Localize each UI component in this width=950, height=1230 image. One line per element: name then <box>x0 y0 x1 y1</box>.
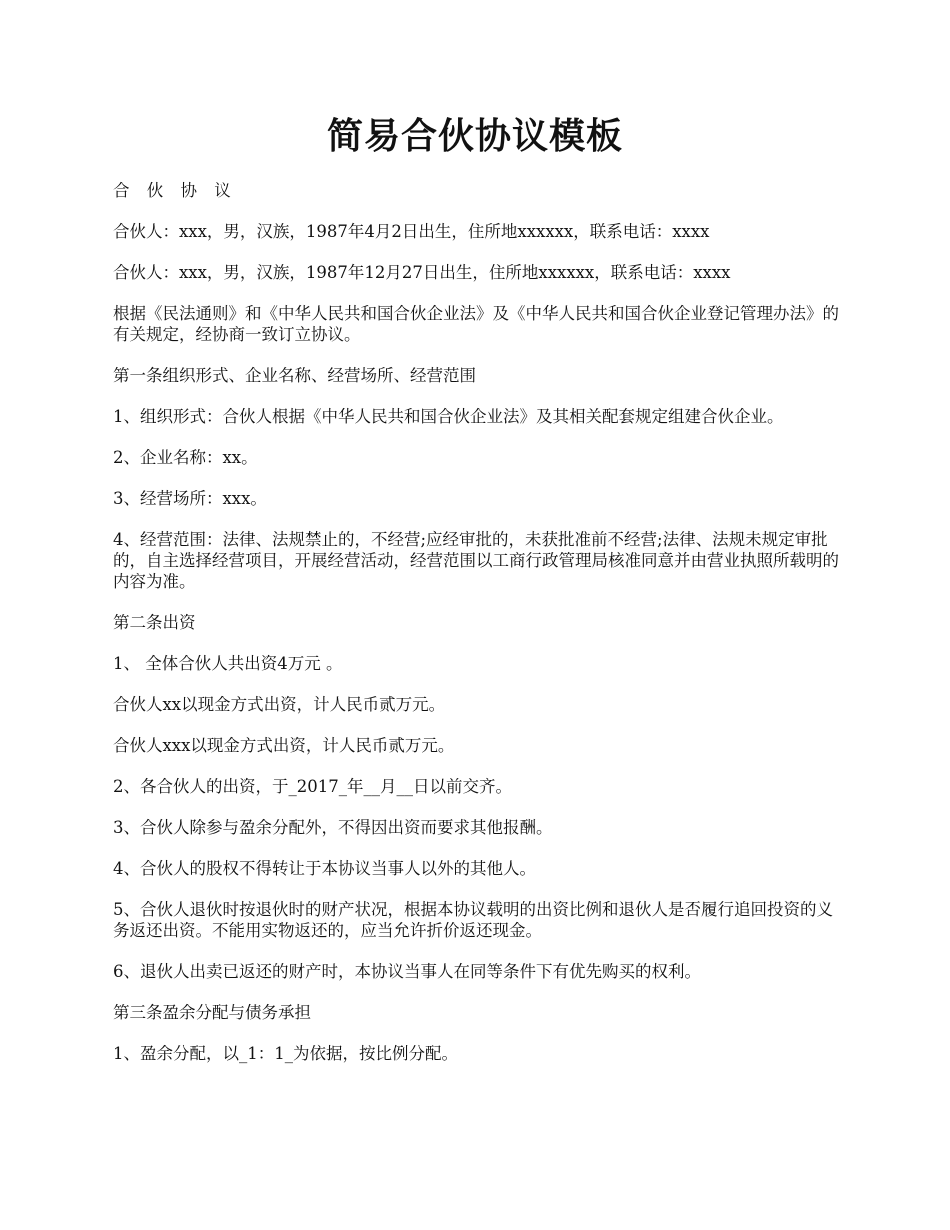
agreement-heading: 合 伙 协 议 <box>113 181 237 200</box>
article-2-heading: 第二条出资 <box>113 613 196 632</box>
partner-1-contribution: 合伙人xx以现金方式出资，计人民币贰万元。 <box>113 695 446 714</box>
article-2-clause-1: 1、 全体合伙人共出资4万元 。 <box>113 654 343 673</box>
partner-2-contribution: 合伙人xxx以现金方式出资，计人民币贰万元。 <box>113 736 455 755</box>
article-2-clause-2: 2、各合伙人的出资，于_2017_年__月__日以前交齐。 <box>113 777 512 796</box>
article-2-clause-3: 3、合伙人除参与盈余分配外，不得因出资而要求其他报酬。 <box>113 818 553 837</box>
legal-basis-paragraph: 根据《民法通则》和《中华人民共和国合伙企业法》及《中华人民共和国合伙企业登记管理办法》的有关规定，经协商一致订立协议。 <box>113 304 839 344</box>
article-2-clause-4: 4、合伙人的股权不得转让于本协议当事人以外的其他人。 <box>113 859 536 878</box>
article-1-clause-4: 4、经营范围：法律、法规禁止的，不经营;应经审批的，未获批准前不经营;法律、法规未规定审批的，自主选择经营项目，开展经营活动，经营范围以工商行政管理局核准同意并由营业执照所载明的内容为准。 <box>113 530 839 591</box>
document-title: 简易合伙协议模板 <box>326 115 623 157</box>
article-3-heading: 第三条盈余分配与债务承担 <box>113 1003 311 1022</box>
partner-2-info: 合伙人：xxx，男，汉族，1987年12月27日出生，住所地xxxxxx，联系电话：xxxx <box>113 263 731 282</box>
article-3-clause-1: 1、盈余分配，以_1：1_为依据，按比例分配。 <box>113 1044 458 1063</box>
article-2-clause-6: 6、退伙人出卖已返还的财产时，本协议当事人在同等条件下有优先购买的权利。 <box>113 962 701 981</box>
article-1-clause-2: 2、企业名称：xx。 <box>113 448 258 467</box>
article-1-clause-3: 3、经营场所：xxx。 <box>113 489 267 508</box>
partner-1-info: 合伙人：xxx，男，汉族，1987年4月2日出生，住所地xxxxxx，联系电话：xxxx <box>113 222 710 241</box>
article-2-clause-5: 5、合伙人退伙时按退伙时的财产状况，根据本协议载明的出资比例和退伙人是否履行追回投资的义务返还出资。不能用实物返还的，应当允许折价返还现金。 <box>113 900 833 940</box>
document-body <box>113 180 843 1084</box>
article-1-heading: 第一条组织形式、企业名称、经营场所、经营范围 <box>113 366 476 385</box>
article-1-clause-1: 1、组织形式：合伙人根据《中华人民共和国合伙企业法》及其相关配套规定组建合伙企业。 <box>113 407 784 426</box>
